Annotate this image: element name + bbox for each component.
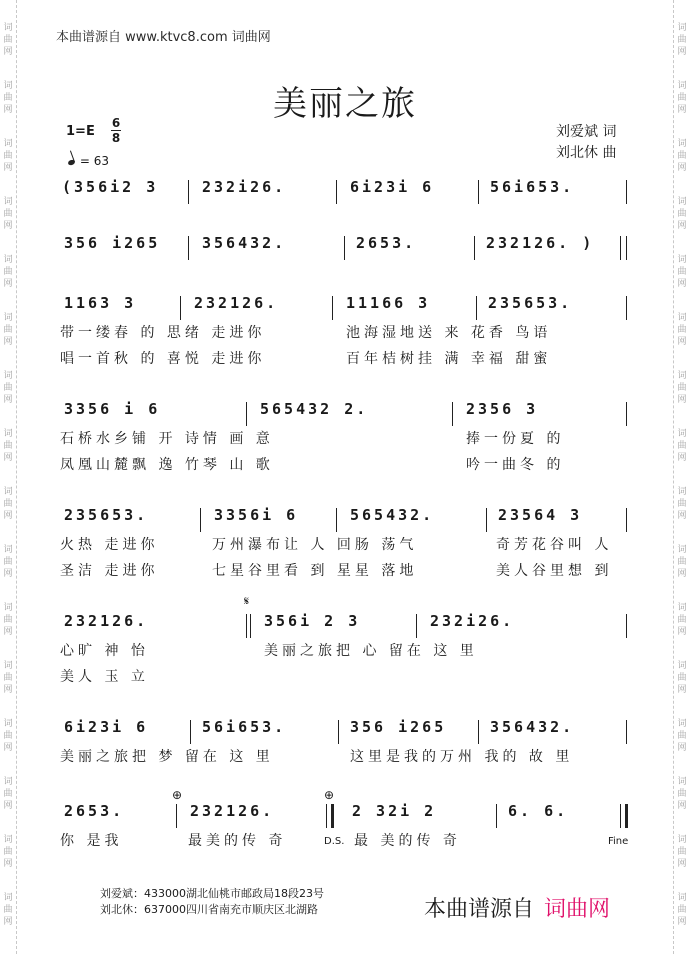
- lyric-line: 圣洁 走进你: [60, 563, 159, 579]
- side-watermark: 词 曲 网: [677, 719, 687, 753]
- side-watermark: 词 曲 网: [677, 313, 687, 347]
- song-title: 美丽之旅: [273, 84, 417, 124]
- side-watermark: 词 曲 网: [677, 23, 687, 57]
- lyric-line: 奇芳花谷叫 人: [496, 537, 613, 553]
- tempo-value: = 63: [79, 154, 109, 168]
- lyric-line: 美丽之旅把 心 留在 这 里: [264, 643, 478, 659]
- measure: 356432.: [490, 718, 575, 736]
- time-signature: [111, 117, 121, 144]
- side-watermark: 词 曲 网: [677, 893, 687, 927]
- lyric-line: 凤凰山麓飘 逸 竹琴 山 歌: [60, 457, 274, 473]
- measure: 6. 6.: [508, 802, 569, 820]
- quarter-note-icon: [67, 159, 75, 166]
- side-watermark: 词 曲 网: [677, 197, 687, 231]
- side-watermark: 词 曲 网: [677, 661, 687, 695]
- score-system-8: [60, 788, 632, 849]
- measure: 56i653.: [202, 718, 287, 736]
- side-watermark: 词 曲 网: [677, 487, 687, 521]
- measure: 232126.: [64, 612, 149, 630]
- lyric-line: 池海湿地送 来 花香 鸟语: [346, 325, 552, 341]
- side-watermark: 词 曲 网: [3, 661, 13, 695]
- lyric-line: 最 美的传 奇: [354, 833, 461, 849]
- measure: 356i 2 3: [264, 612, 361, 630]
- measure: 565432.: [350, 506, 435, 524]
- segno-sign-icon: 𝄋: [244, 594, 250, 608]
- lyric-line: 七星谷里看 到 星星 落地: [212, 563, 418, 579]
- measure: 1163 3: [64, 294, 137, 312]
- side-watermark: 词 曲 网: [3, 487, 13, 521]
- measure: 232126.: [194, 294, 279, 312]
- measure: 232i26.: [430, 612, 515, 630]
- lyric-line: 吟一曲冬 的: [466, 457, 565, 473]
- watermark-text: 本曲谱源自: [424, 897, 535, 922]
- side-watermark: 词 曲 网: [3, 255, 13, 289]
- lyric-line: 美人谷里想 到: [496, 563, 613, 579]
- composer: 刘北休 曲: [556, 145, 617, 161]
- side-watermark: 词 曲 网: [677, 255, 687, 289]
- side-watermark: 词 曲 网: [3, 893, 13, 927]
- measure: 23564 3: [498, 506, 583, 524]
- side-watermark: 词 曲 网: [3, 777, 13, 811]
- lyricist: 刘爱斌 词: [556, 124, 617, 140]
- footer-line: 刘爱斌：433000湖北仙桃市邮政局18段23号: [100, 887, 324, 900]
- measure: 232126. ): [486, 234, 595, 252]
- measure: 3356 i 6: [64, 400, 161, 418]
- left-margin-strip: [0, 0, 17, 954]
- meter-bottom: 8: [111, 131, 121, 145]
- coda-sign-icon: ⊕: [172, 788, 183, 802]
- measure: 356 i265: [350, 718, 447, 736]
- lyric-line: 带一缕春 的 思绪 走进你: [60, 325, 266, 341]
- measure: 2653.: [356, 234, 417, 252]
- measure: 2356 3: [466, 400, 539, 418]
- measure: 232i26.: [202, 178, 287, 196]
- measure: 6i23i 6: [64, 718, 149, 736]
- lyric-line: 唱一首秋 的 喜悦 走进你: [60, 351, 266, 367]
- lyric-line: 这里是我的万州 我的 故 里: [350, 749, 574, 765]
- side-watermark: 词 曲 网: [677, 545, 687, 579]
- footer-line: 刘北休：637000四川省南充市顺庆区北湖路: [100, 903, 318, 916]
- measure: 2653.: [64, 802, 125, 820]
- meter-top: 6: [111, 116, 121, 130]
- side-watermark: 词 曲 网: [3, 197, 13, 231]
- measure: 356 i265: [64, 234, 161, 252]
- side-watermark: 词 曲 网: [677, 371, 687, 405]
- side-watermark: 词 曲 网: [3, 835, 13, 869]
- measure: 356432.: [202, 234, 287, 252]
- lyric-line: 百年桔树挂 满 幸福 甜蜜: [346, 351, 552, 367]
- score-system-2: [60, 234, 632, 264]
- measure: 565432 2.: [260, 400, 369, 418]
- top-watermark: 本曲谱源自 www.ktvc8.com 词曲网: [56, 30, 271, 45]
- side-watermark: 词 曲 网: [3, 603, 13, 637]
- measure: (356i2 3: [62, 178, 159, 196]
- side-watermark: 词 曲 网: [677, 777, 687, 811]
- contact-footer: [100, 886, 324, 918]
- score-system-1: [60, 178, 632, 208]
- side-watermark: 词 曲 网: [677, 835, 687, 869]
- side-watermark: 词 曲 网: [677, 603, 687, 637]
- side-watermark: 词 曲 网: [3, 139, 13, 173]
- score-system-6: [60, 594, 632, 685]
- measure: 56i653.: [490, 178, 575, 196]
- side-watermark: 词 曲 网: [677, 429, 687, 463]
- side-watermark: 词 曲 网: [3, 545, 13, 579]
- score-system-5: [60, 506, 632, 579]
- ds-label: D.S.: [324, 836, 345, 847]
- credits: [556, 122, 616, 164]
- lyric-line: 万州瀑布让 人 回肠 荡气: [212, 537, 418, 553]
- score-system-4: [60, 400, 632, 473]
- right-margin-strip: [673, 0, 690, 954]
- lyric-line: 你 是我: [60, 833, 123, 849]
- side-watermark: 词 曲 网: [3, 313, 13, 347]
- key-signature: 1=E: [66, 124, 95, 139]
- watermark-brand: 词曲网: [544, 897, 611, 922]
- coda-sign-icon: ⊕: [324, 788, 335, 802]
- measure: 2 32i 2: [352, 802, 437, 820]
- lyric-line: 心旷 神 怡: [60, 643, 149, 659]
- side-watermark: 词 曲 网: [3, 371, 13, 405]
- measure: 11166 3: [346, 294, 431, 312]
- lyric-line: 美丽之旅把 梦 留在 这 里: [60, 749, 274, 765]
- measure: 3356i 6: [214, 506, 299, 524]
- measure: 235653.: [488, 294, 573, 312]
- lyric-line: 捧一份夏 的: [466, 431, 565, 447]
- tempo-mark: [68, 154, 109, 168]
- lyric-line: 最美的传 奇: [188, 833, 287, 849]
- side-watermark: 词 曲 网: [677, 81, 687, 115]
- bottom-watermark: [424, 892, 610, 923]
- side-watermark: 词 曲 网: [3, 429, 13, 463]
- score-system-3: [60, 294, 632, 367]
- lyric-line: 美人 玉 立: [60, 669, 149, 685]
- side-watermark: 词 曲 网: [677, 139, 687, 173]
- measure: 6i23i 6: [350, 178, 435, 196]
- side-watermark: 词 曲 网: [3, 23, 13, 57]
- fine-label: Fine: [608, 836, 629, 847]
- side-watermark: 词 曲 网: [3, 81, 13, 115]
- side-watermark: 词 曲 网: [3, 719, 13, 753]
- measure: 232126.: [190, 802, 275, 820]
- score-system-7: [60, 718, 632, 765]
- lyric-line: 火热 走进你: [60, 537, 159, 553]
- lyric-line: 石桥水乡铺 开 诗情 画 意: [60, 431, 274, 447]
- measure: 235653.: [64, 506, 149, 524]
